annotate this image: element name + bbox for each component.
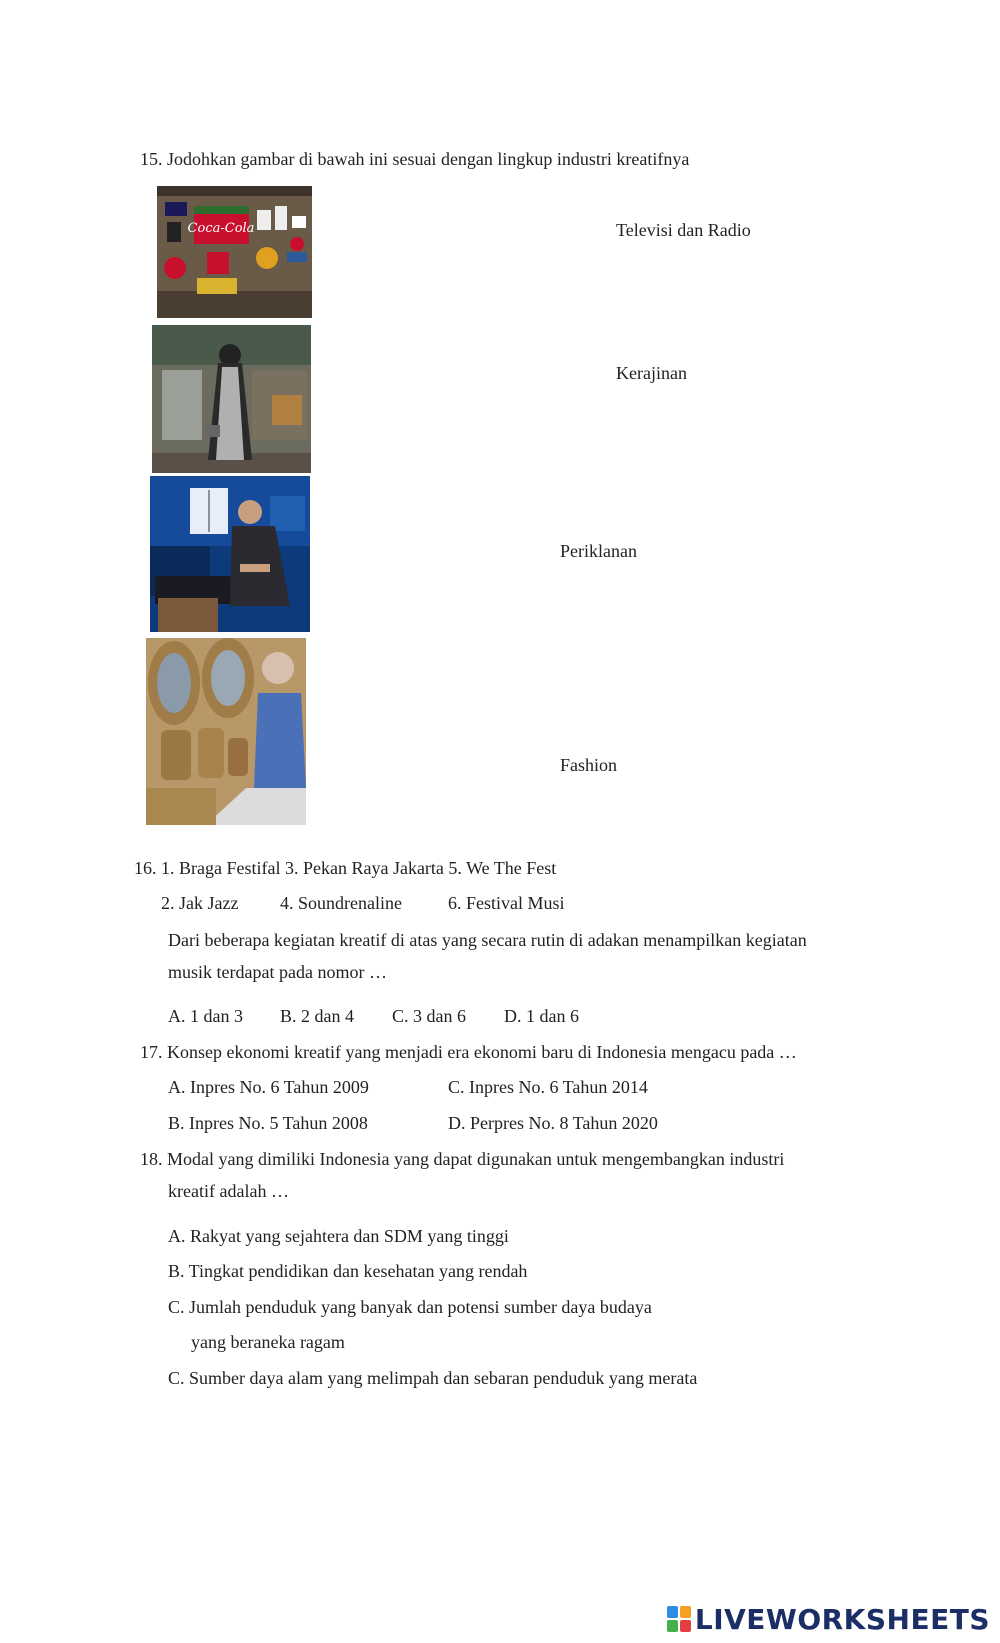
q15-option-periklanan: Periklanan xyxy=(560,541,637,561)
q16-stem-line2: musik terdapat pada nomor … xyxy=(168,962,387,982)
q16-item-6: 6. Festival Musi xyxy=(448,893,565,913)
q18-line2: kreatif adalah … xyxy=(168,1181,289,1201)
advertising-signs-photo xyxy=(157,186,312,318)
q16-item-2: 2. Jak Jazz xyxy=(161,893,239,913)
liveworksheets-logo xyxy=(667,1604,990,1634)
logo-text: LIVEWORKSHEETS xyxy=(694,1602,990,1636)
q15-option-kerajinan: Kerajinan xyxy=(616,363,687,383)
q16-option-b[interactable]: B. 2 dan 4 xyxy=(280,1006,354,1026)
q17-option-c[interactable]: C. Inpres No. 6 Tahun 2014 xyxy=(448,1077,648,1097)
q17-option-b[interactable]: B. Inpres No. 5 Tahun 2008 xyxy=(168,1113,368,1133)
q16-line1: 16. 1. Braga Festifal 3. Pekan Raya Jakarta 5. We The Fest xyxy=(134,858,557,878)
fashion-model-photo xyxy=(152,325,311,473)
q15-question: 15. Jodohkan gambar di bawah ini sesuai dengan lingkup industri kreatifnya xyxy=(140,149,690,169)
q18-option-c-continued: yang beraneka ragam xyxy=(191,1332,345,1352)
q15-option-fashion: Fashion xyxy=(560,755,618,775)
q17-question: 17. Konsep ekonomi kreatif yang menjadi era ekonomi baru di Indonesia mengacu pada … xyxy=(140,1042,797,1062)
q18-option-d[interactable]: C. Sumber daya alam yang melimpah dan sebaran penduduk yang merata xyxy=(168,1368,698,1388)
basket-weaving-photo xyxy=(146,638,306,825)
q16-option-c[interactable]: C. 3 dan 6 xyxy=(392,1006,466,1026)
q16-stem-line1: Dari beberapa kegiatan kreatif di atas yang secara rutin di adakan menampilkan kegiatan xyxy=(168,930,807,950)
q16-option-d[interactable]: D. 1 dan 6 xyxy=(504,1006,579,1026)
radio-studio-photo xyxy=(150,476,310,632)
q16-item-4: 4. Soundrenaline xyxy=(280,893,402,913)
q16-option-a[interactable]: A. 1 dan 3 xyxy=(168,1006,243,1026)
q18-option-c[interactable]: C. Jumlah penduduk yang banyak dan potensi sumber daya budaya xyxy=(168,1297,652,1317)
q18-option-a[interactable]: A. Rakyat yang sejahtera dan SDM yang tinggi xyxy=(168,1226,509,1246)
q17-option-a[interactable]: A. Inpres No. 6 Tahun 2009 xyxy=(168,1077,369,1097)
q18-line1: 18. Modal yang dimiliki Indonesia yang dapat digunakan untuk mengembangkan industri xyxy=(140,1149,785,1169)
liveworksheets-mark-icon xyxy=(667,1606,691,1632)
svg-text:Coca-Cola: Coca-Cola xyxy=(187,221,255,236)
q17-option-d[interactable]: D. Perpres No. 8 Tahun 2020 xyxy=(448,1113,658,1133)
q15-option-televisi-radio: Televisi dan Radio xyxy=(616,220,751,240)
q18-option-b[interactable]: B. Tingkat pendidikan dan kesehatan yang rendah xyxy=(168,1261,528,1281)
